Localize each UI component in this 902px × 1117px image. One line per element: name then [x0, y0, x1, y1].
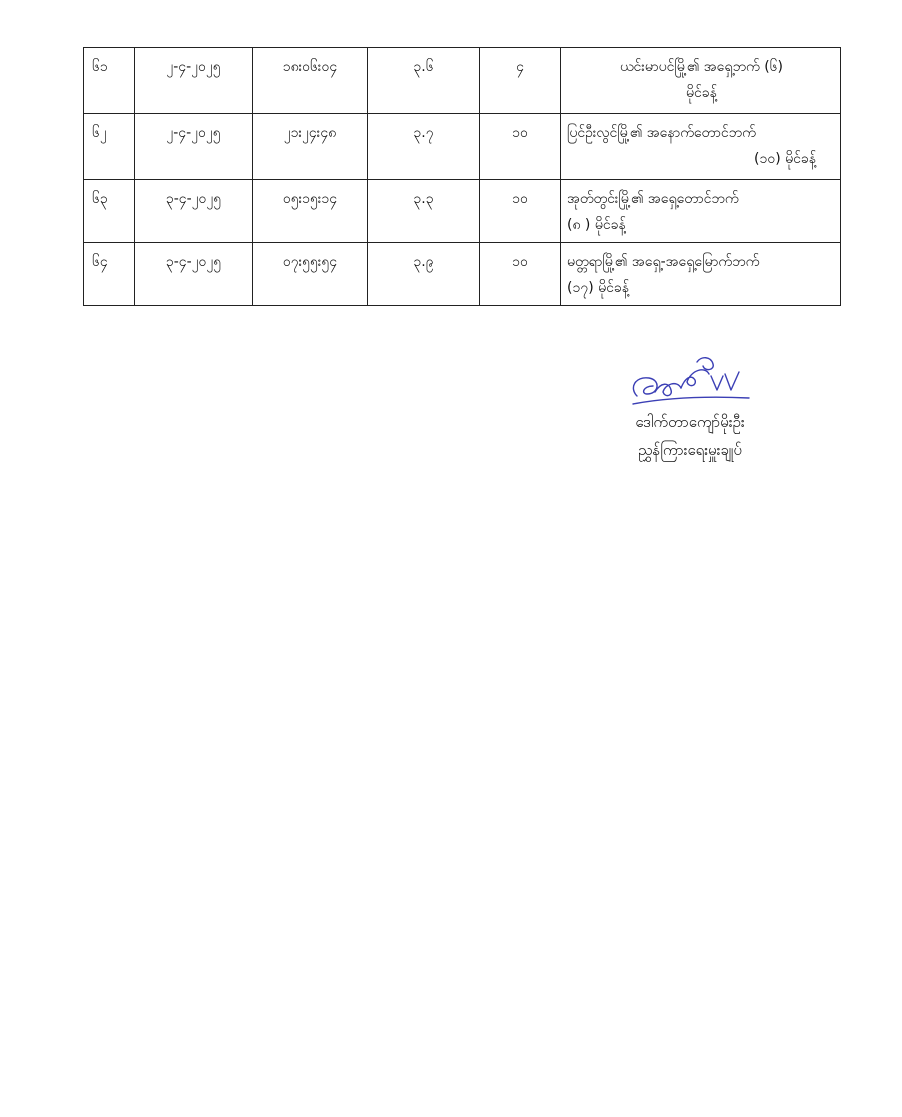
- row-date: ၃-၄-၂၀၂၅: [135, 243, 253, 306]
- table-row: [84, 114, 841, 180]
- row-date: ၂-၄-၂၀၂၅: [135, 114, 253, 180]
- signature-stroke: [655, 384, 681, 396]
- signature-stroke: [697, 358, 713, 370]
- row-magnitude: ၃.၇: [368, 114, 480, 180]
- location-line: မိုင်ခန့်: [686, 85, 717, 101]
- row-location: [561, 243, 841, 306]
- row-depth: ၁၀: [480, 180, 561, 243]
- handwritten-signature: [625, 352, 755, 408]
- row-magnitude: ၃.၉: [368, 243, 480, 306]
- row-number: ၆၂: [84, 114, 135, 180]
- signature-stroke: [725, 372, 739, 390]
- table-row: [84, 243, 841, 306]
- location-line: အုတ်တွင်းမြို့၏ အရှေ့တောင်ဘက်: [567, 191, 739, 207]
- signature-strokes: [633, 358, 749, 404]
- row-number: ၆၁: [84, 48, 135, 114]
- row-time: ၂၁း၂၄း၄၈: [253, 114, 368, 180]
- location-line: (၁၀) မိုင်ခန့်: [753, 151, 816, 167]
- location-line: (၁၇) မိုင်ခန့်: [567, 280, 630, 296]
- table-row: [84, 180, 841, 243]
- row-number: ၆၃: [84, 180, 135, 243]
- signature-block: [600, 352, 780, 464]
- location-line: (၈ ) မိုင်ခန့်: [567, 217, 626, 233]
- signature-stroke: [633, 397, 749, 404]
- row-depth: ၄: [480, 48, 561, 114]
- row-location: [561, 180, 841, 243]
- row-location: [561, 114, 841, 180]
- row-time: ၀၅း၁၅း၁၄: [253, 180, 368, 243]
- location-line: ယင်းမာပင်မြို့၏ အရှေ့ဘက် (၆): [619, 59, 784, 75]
- signature-stroke: [711, 376, 723, 390]
- signatory-title: ညွှန်ကြားရေးမှူးချုပ်: [638, 441, 742, 459]
- signatory-name: ဒေါက်တာကျော်မိုးဦး: [635, 413, 745, 431]
- row-date: ၂-၄-၂၀၂၅: [135, 48, 253, 114]
- row-number: ၆၄: [84, 243, 135, 306]
- row-depth: ၁၀: [480, 243, 561, 306]
- row-magnitude: ၃.၆: [368, 48, 480, 114]
- location-line: ပြင်ဦးလွင်မြို့၏ အနောက်တောင်ဘက်: [567, 125, 756, 141]
- location-line: မတ္တရာမြို့၏ အရှေ့-အရှေ့မြောက်ဘက်: [567, 254, 760, 270]
- earthquake-table: [83, 47, 841, 306]
- row-location: [561, 48, 841, 114]
- row-time: ၁၈း၀၆း၀၄: [253, 48, 368, 114]
- signature-stroke: [633, 378, 657, 396]
- row-magnitude: ၃.၃: [368, 180, 480, 243]
- signature-stroke: [681, 370, 709, 388]
- row-depth: ၁၀: [480, 114, 561, 180]
- row-time: ၀၇း၅၅း၅၄: [253, 243, 368, 306]
- table-row: [84, 48, 841, 114]
- row-date: ၃-၄-၂၀၂၅: [135, 180, 253, 243]
